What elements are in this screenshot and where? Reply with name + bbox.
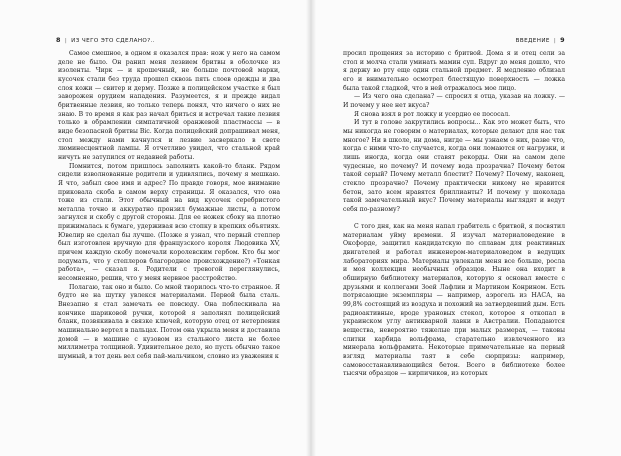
paragraph: Самое смешное, в одном я оказался прав: нож у него на самом деле не было. Он ранил меня лезвием бритвы в оболочке из изоленты. Чирк — и крошечный, не больше почтовой марки, кусочек стали без труда прошел сквозь пять слоев одежды и два слоя кожи — свитер и дерму. Позже в полицейском участке я был заворожен орудием нападения. Разумеется, я и прежде видал бритвенные лезвия, но только теперь понял, что ничего о них не знаю. В то время я как раз начал бриться и встречал такие лезвия только в обрамлении симпатичной оранжевой пластмассы — в виде безопасной бритвы Bic. Когда полицейский допрашивал меня, стол между нами качнулся и лезвие засверкало в свете люминесцентной лампы. Я отчетливо увидел, что стальной край ничуть не затупился от недавней работы. [58,50,280,161]
header-separator: | [64,38,68,44]
header-separator: | [553,38,557,44]
right-body-text [343,50,565,379]
left-page-number: 8 [56,36,61,44]
paragraph: С того дня, как на меня напал грабитель с бритвой, я посвятил материалам уйму времени. Я изучал материаловедение в Оксфорде, защитил кандидатскую по сплавам для реактивных двигателей и работал инженером-материаловедом в ведущих лабораториях мира. Материалы увлекали меня все больше, росла и моя коллекция необычных образцов. Ныне она входит в обширную библиотеку материалов, которую я основал вместе с друзьями и коллегами Зоей Лафлин и Мартином Конрином. Есть потрясающие экземпляры — например, аэрогель из НАСА, на 99,8% состоящий из воздуха и похожий на затвердевший дым. Есть радиоактивные, вроде урановых стекол, которое я откопал в украинском углу антикварной лавки в Австралии. Попадаются вещества, невероятно тяжелые при малых размерах, — таковы слитки карбида вольфрама, старательно извлеченного из минерала вольфрамита. Некоторые примечательные на первый взгляд материалы таят в себе сюрпризы: например, самовосстанавливающийся бетон. Всего в библиотеке более тысячи образцов — кирпичиков, из которых [343,223,565,378]
paragraph: просил прощения за историю с бритвой. Дома я и отец сели за стол и молча стали уминать мамин суп. Вдруг до меня дошло, что я держу во рту еще один стальной предмет. Я медленно облизал его и внимательно осмотрел блестящую поверхность — ложка была такой гладкой, что в ней отражалось мое лицо. [343,50,565,92]
paragraph: Помнится, потом пришлось заполнить какой-то бланк. Рядом сидели взволнованные родители и удивлялись, почему я мешкаю. Я что, забыл свое имя и адрес? По правде говоря, мое внимание приковала скоба в самом верху страницы. Я оказался, что она тоже из стали. Этот обычный на вид кусочек серебристого металла точно и аккуратно пронзил бумажные листы, а потом загнулся и скобу с другой стороны. Для ее ножек сбоку на плотно прижималась к бумаге, удерживая всю стопку в крепких объятиях. Ювелир не сделал бы лучше. (Позже я узнал, что первый степлер был изготовлен вручную для французского короля Людовика XV, причем каждую скобу помечали королевским гербом. Кто бы мог подумать, что у степлеров благородное происхождение?) «Тонкая работа», — сказал я. Родители с тревогой переглянулись, несомненно, решив, что у меня нервное расстройство. [58,162,280,283]
book-spine-gutter [306,0,316,456]
left-body-text [58,50,280,362]
left-running-head-title: ИЗ ЧЕГО ЭТО СДЕЛАНО?.. [71,38,155,44]
right-running-head-title: ВВЕДЕНИЕ [515,38,550,44]
paragraph: — Из чего она сделана? — спросил я отца, указав на ложку. — И почему у нее нет вкуса? [343,93,565,109]
right-page [311,0,621,456]
right-page-number: 9 [560,36,565,44]
left-running-head [56,36,155,44]
left-page [0,0,310,456]
paragraph: Я снова взял в рот ложку и усердно ее пососал. [354,110,511,118]
paragraph: И тут в голове закрутились вопросы... Как это может быть, что мы никогда не говорим о материалах, которые делают для нас так многое? Ни в школе, ни дома, нигде — мы узнаем о них, разве что, когда с ними что-то случается, когда они ломаются от нагрузки, и лишь иногда, когда они ставят рекорды. Они на самом деле чудесные, но почему? И почему вода прозрачна? Почему бетон такой серый? Почему металл блестит? Почему? Почему, наконец, стекло прозрачно? Почему практически никому не нравится бетон, зато всем нравятся бриллианты? И почему у шоколада такой замечательный вкус? Почему материалы выглядят и ведут себя по-разному? [343,119,565,213]
paragraph: Полагаю, так оно и было. Со мной творилось что-то странное. Я будто не на шутку увлекся материалами. Первой была сталь. Внезапно я стал замечать ее повсюду. Она поблескивала на кончике шариковой ручки, которой я заполнял полицейский бланк, позвякивала в связке ключей, которую отец от нетерпения машинально вертел в пальцах. Потом она укрыла меня и доставила домой — в машине с кузовом из стального листа не более миллиметра толщиной. Удивительное дело, но пусть обычно такое шумный, в тот день вел себя пай-мальчиком, словно из уважения к [58,283,280,360]
right-running-head [516,36,565,44]
